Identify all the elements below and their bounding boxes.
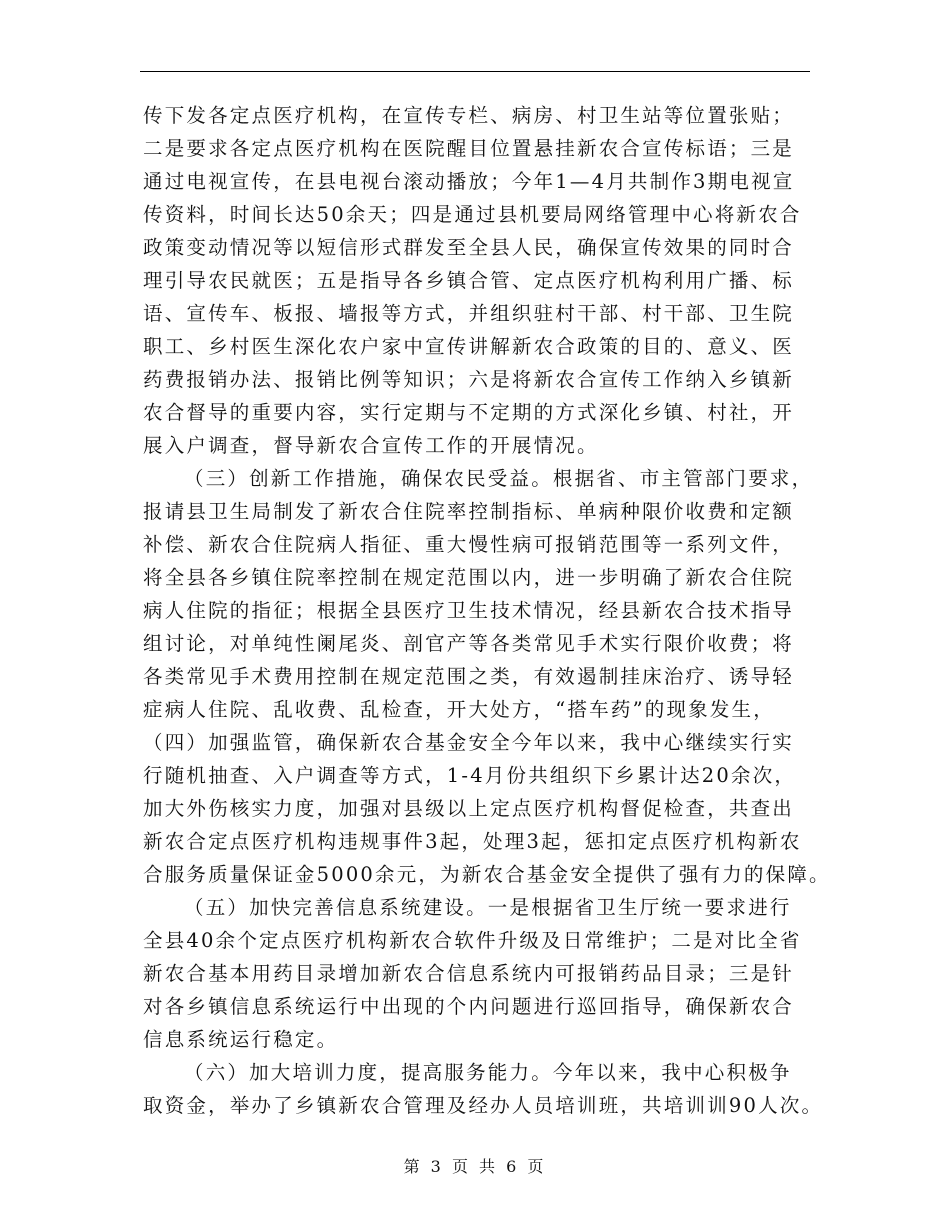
text-line: 各类常见手术费用控制在规定范围之类，有效遏制挂床治疗、诱导轻 [143, 665, 795, 688]
text-line: 农合督导的重要内容，实行定期与不定期的方式深化乡镇、村社，开 [143, 401, 795, 424]
paragraph-start-line: （三）创新工作措施，确保农民受益。根据省、市主管部门要求， [184, 467, 814, 490]
text-line: 取资金，举办了乡镇新农合管理及经办人员培训班，共培训训90人次。 [143, 1094, 824, 1117]
text-line: 新农合定点医疗机构违规事件3起，处理3起，惩扣定点医疗机构新农 [143, 830, 802, 853]
text-line: 全县40余个定点医疗机构新农合软件升级及日常维护；二是对比全省 [143, 929, 802, 952]
text-line: 组讨论，对单纯性阑尾炎、剖官产等各类常见手术实行限价收费；将 [143, 632, 795, 655]
text-line: 语、宣传车、板报、墙报等方式，并组织驻村干部、村干部、卫生院 [143, 302, 795, 325]
text-line: 政策变动情况等以短信形式群发至全县人民，确保宣传效果的同时合 [143, 236, 795, 259]
text-line: 通过电视宣传，在县电视台滚动播放；今年1—4月共制作3期电视宣 [143, 170, 795, 193]
paragraph-start-line: （六）加大培训力度，提高服务能力。今年以来，我中心积极争 [184, 1061, 792, 1084]
text-line: 补偿、新农合住院病人指征、重大慢性病可报销范围等一系列文件， [143, 533, 795, 556]
text-line: 信息系统运行稳定。 [143, 1028, 339, 1051]
text-line: （四）加强监管，确保新农合基金安全今年以来，我中心继续实行实 [143, 731, 795, 754]
text-line: 合服务质量保证金5000余元，为新农合基金安全提供了强有力的保障。 [143, 863, 831, 886]
text-line: 症病人住院、乱收费、乱检查，开大处方，“搭车药”的现象发生， [143, 698, 775, 721]
text-line: 二是要求各定点医疗机构在医院醒目位置悬挂新农合宣传标语；三是 [143, 137, 795, 160]
text-line: 理引导农民就医；五是指导各乡镇合管、定点医疗机构利用广播、标 [143, 269, 795, 292]
text-line: 将全县各乡镇住院率控制在规定范围以内，进一步明确了新农合住院 [143, 566, 795, 589]
header-rule [140, 71, 810, 72]
paragraph-start-line: （五）加快完善信息系统建设。一是根据省卫生厅统一要求进行 [184, 896, 792, 919]
text-line: 行随机抽查、入户调查等方式，1-4月份共组织下乡累计达20余次， [143, 764, 797, 787]
text-line: 对各乡镇信息系统运行中出现的个内问题进行巡回指导，确保新农合 [143, 995, 795, 1018]
text-line: 展入户调查，督导新农合宣传工作的开展情况。 [143, 434, 599, 457]
text-line: 报请县卫生局制发了新农合住院率控制指标、单病种限价收费和定额 [143, 500, 795, 523]
text-line: 病人住院的指征；根据全县医疗卫生技术情况，经县新农合技术指导 [143, 599, 795, 622]
text-line: 职工、乡村医生深化农户家中宣传讲解新农合政策的目的、意义、医 [143, 335, 795, 358]
text-line: 加大外伤核实力度，加强对县级以上定点医疗机构督促检查，共查出 [143, 797, 795, 820]
page-number: 第 3 页 共 6 页 [403, 1157, 547, 1176]
text-line: 传下发各定点医疗机构，在宣传专栏、病房、村卫生站等位置张贴； [143, 104, 795, 127]
text-line: 传资料，时间长达50余天；四是通过县机要局网络管理中心将新农合 [143, 203, 802, 226]
text-line: 新农合基本用药目录增加新农合信息系统内可报销药品目录；三是针 [143, 962, 795, 985]
text-line: 药费报销办法、报销比例等知识；六是将新农合宣传工作纳入乡镇新 [143, 368, 795, 391]
